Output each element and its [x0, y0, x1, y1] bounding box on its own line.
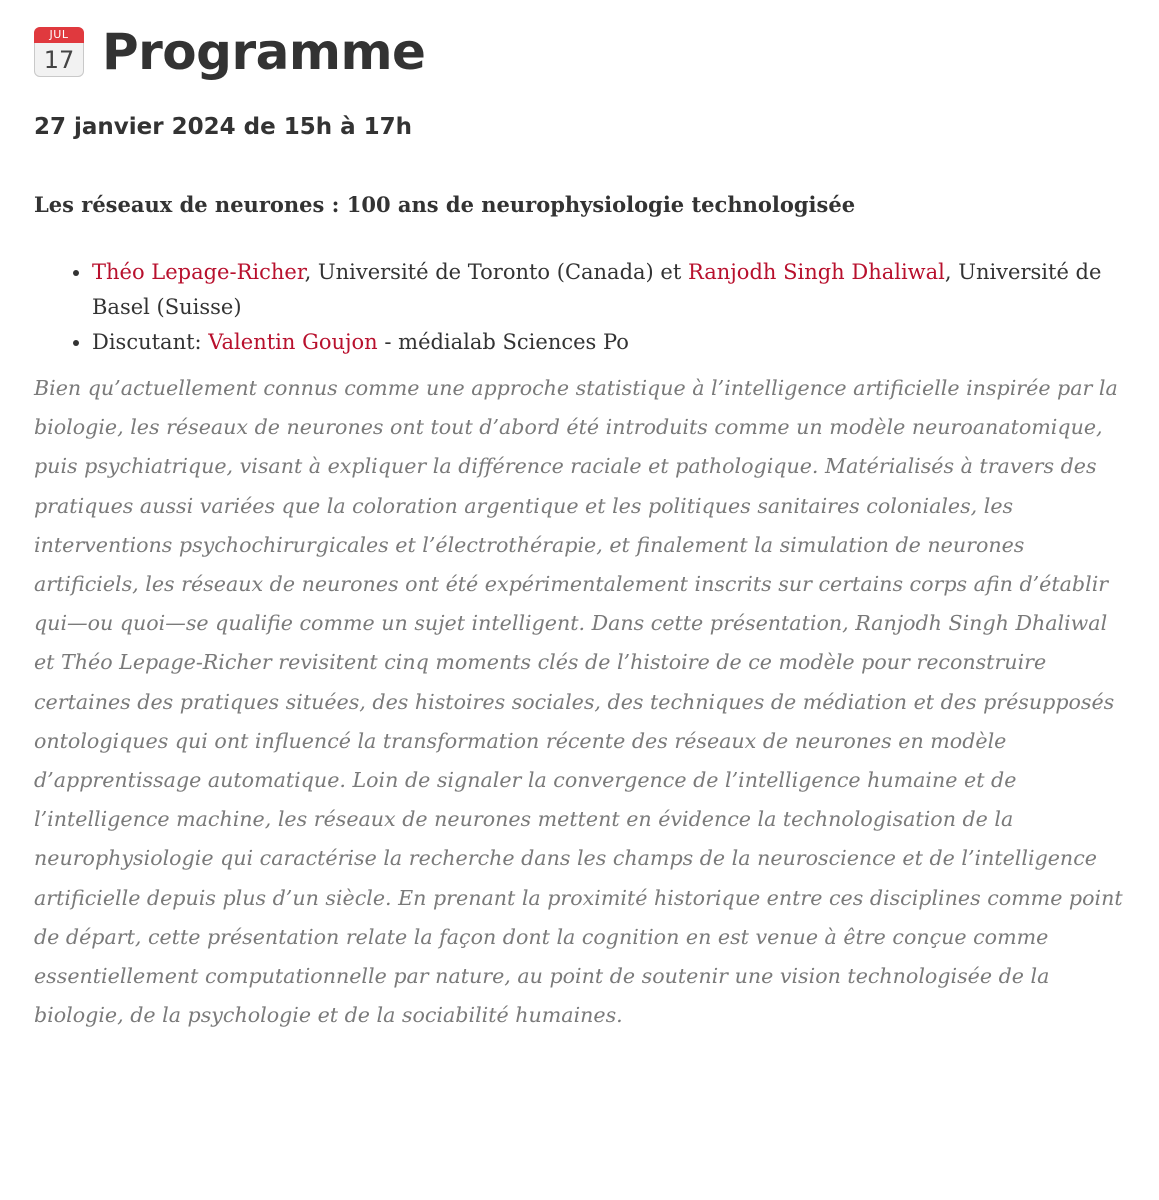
- calendar-month: JUL: [34, 27, 84, 43]
- calendar-icon: [34, 27, 84, 77]
- abstract-paragraph: Bien qu’actuellement connus comme une approche statistique à l’intelligence artificielle inspirée par la biologie, les réseaux de neurones ont tout d’abord été introduits comme un modèle neuroanatomique, puis psychiatrique, visant à expliquer la différence raciale et pathologique. Matérialisés à travers des pratiques aussi variées que la coloration argentique et les politiques sanitaires coloniales, les interventions psychochirurgicales et l’électrothérapie, et finalement la simulation de neurones artificiels, les réseaux de neurones ont été expérimentalement inscrits sur certains corps afin d’établir qui—ou quoi—se qualifie comme un sujet intelligent. Dans cette présentation, Ranjodh Singh Dhaliwal et Théo Lepage-Richer revisitent cinq moments clés de l’histoire de ce modèle pour reconstruire certaines des pratiques situées, des histoires sociales, des techniques de médiation et des présupposés ontologiques qui ont influencé la transformation récente des réseaux de neurones en modèle d’apprentissage automatique. Loin de signaler la convergence de l’intelligence humaine et de l’intelligence machine, les réseaux de neurones mettent en évidence la technologisation de la neurophysiologie qui caractérise la recherche dans les champs de la neuroscience et de l’intelligence artificielle depuis plus d’un siècle. En prenant la proximité historique entre ces disciplines comme point de départ, cette présentation relate la façon dont la cognition en est venue à être conçue comme essentiellement computationnelle par nature, au point de soutenir une vision technologisée de la biologie, de la psychologie et de la sociabilité humaines.: [34, 376, 1123, 1028]
- discussant-label: Discutant:: [92, 330, 209, 354]
- speaker-link-ranjodh-singh-dhaliwal[interactable]: Ranjodh Singh Dhaliwal: [687, 260, 945, 284]
- discussant-item: [92, 325, 1124, 360]
- page-title: Programme: [102, 23, 426, 81]
- event-date: 27 janvier 2024 de 15h à 17h: [34, 114, 413, 140]
- discussant-affiliation: - médialab Sciences Po: [377, 330, 629, 354]
- calendar-day: 17: [43, 46, 75, 74]
- speaker-affiliation: , Université de Toronto (Canada) et: [304, 260, 688, 284]
- programme-section: [34, 14, 1124, 1035]
- speaker-list: [34, 255, 1124, 360]
- discussant-link-valentin-goujon[interactable]: Valentin Goujon: [208, 330, 378, 354]
- speaker-link-theo-lepage-richer[interactable]: Théo Lepage-Richer: [92, 260, 305, 284]
- session-title: Les réseaux de neurones : 100 ans de neurophysiologie technologisée: [34, 192, 856, 217]
- speaker-item: [92, 255, 1124, 325]
- title-row: [34, 14, 1124, 90]
- speaker-affiliation: , Université de Basel (Suisse): [92, 260, 1102, 319]
